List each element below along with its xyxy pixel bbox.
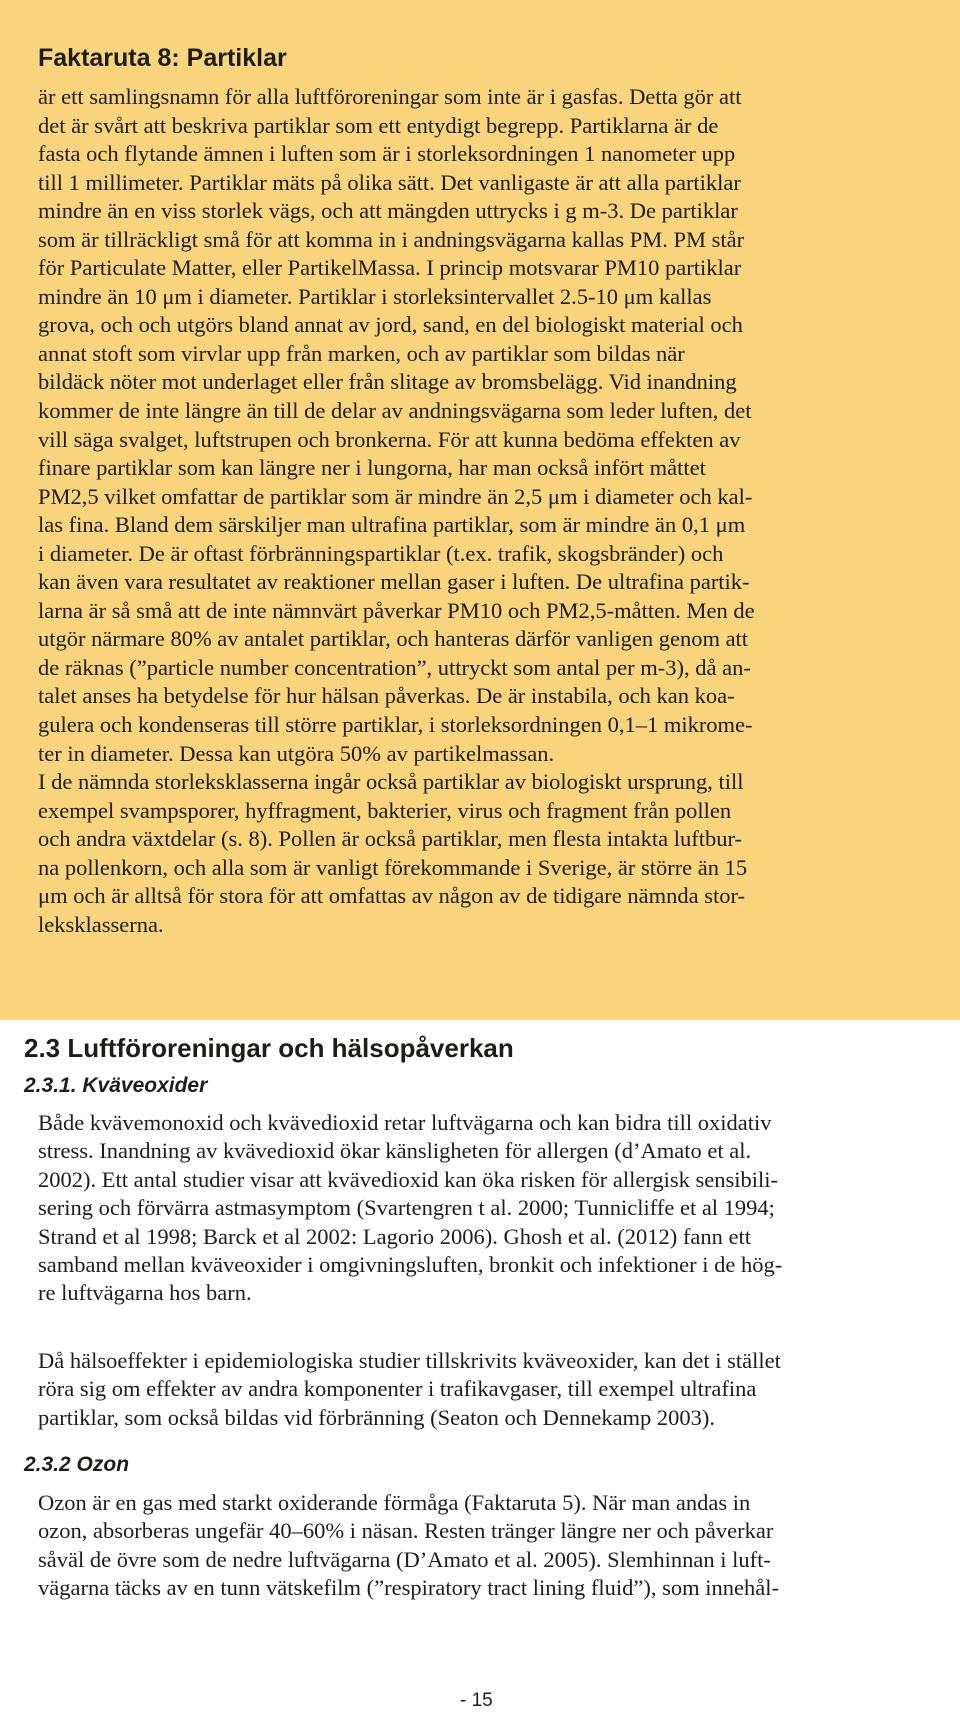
text-line: samband mellan kväveoxider i omgivningsluften, bronkit och infektioner i de hög- (38, 1252, 783, 1278)
text-line: vill säga svalget, luftstrupen och bronkerna. För att kunna bedöma effekten av (38, 426, 741, 452)
text-line: kommer de inte längre än till de delar av andningsvägarna som leder luften, det (38, 398, 752, 424)
text-line: annat stoft som virvlar upp från marken, och av partiklar som bildas när (38, 340, 685, 366)
text-line: mindre än en viss storlek vägs, och att mängden uttrycks i g m-3. De partiklar (38, 198, 738, 224)
text-line: i diameter. De är oftast förbränningspartiklar (t.ex. trafik, skogsbränder) och (38, 540, 724, 566)
subsection-title-ozon: 2.3.2 Ozon (24, 1453, 130, 1476)
text-line: μm och är alltså för stora för att omfattas av någon av de tidigare nämnda stor- (38, 883, 745, 909)
text-line: talet anses ha betydelse för hur hälsan påverkas. De är instabila, och kan koa- (38, 683, 735, 709)
text-line: grova, och och utgörs bland annat av jord, sand, en del biologiskt material och (38, 312, 743, 338)
page-number: - 15 (460, 1690, 493, 1711)
text-line: Både kvävemonoxid och kvävedioxid retar luftvägarna och kan bidra till oxidativ (38, 1110, 772, 1135)
text-line: stress. Inandning av kvävedioxid ökar känsligheten för allergen (d’Amato et al. (38, 1138, 752, 1164)
text-line: det är svårt att beskriva partiklar som ett entydigt begrepp. Partiklarna är de (38, 112, 719, 138)
text-line: mindre än 10 μm i diameter. Partiklar i storleksintervallet 2.5-10 μm kallas (38, 283, 712, 309)
text-line: re luftvägarna hos barn. (38, 1280, 252, 1306)
text-line: och andra växtdelar (s. 8). Pollen är också partiklar, men flesta intakta luftbur- (38, 826, 743, 852)
text-line: de räknas (”particle number concentration”, uttryckt som antal per m-3), då an- (38, 654, 751, 680)
text-line: som är tillräckligt små för att komma in i andningsvägarna kallas PM. PM står (38, 226, 745, 252)
factbox-title: Faktaruta 8: Partiklar (38, 44, 287, 72)
text-line: las fina. Bland dem särskiljer man ultrafina partiklar, som är mindre än 0,1 μm (38, 512, 746, 538)
text-line: vägarna täcks av en tunn vätskefilm (”respiratory tract lining fluid”), som innehål- (38, 1575, 779, 1601)
text-line: såväl de övre som de nedre luftvägarna (D’Amato et al. 2005). Slemhinnan i luft- (38, 1546, 771, 1572)
text-line: utgör närmare 80% av antalet partiklar, och hanteras därför vanligen genom att (38, 626, 749, 652)
factbox-body (38, 83, 922, 939)
text-line: röra sig om effekter av andra komponenter i trafikavgaser, till exempel ultrafina (38, 1376, 757, 1402)
text-line: är ett samlingsnamn för alla luftföroreningar som inte är i gasfas. Detta gör att (38, 84, 742, 109)
text-line: ter in diameter. Dessa kan utgöra 50% av partikelmassan. (38, 740, 555, 766)
text-line: I de nämnda storleksklasserna ingår också partiklar av biologiskt ursprung, till (38, 769, 744, 795)
text-line: för Particulate Matter, eller PartikelMassa. I princip motsvarar PM10 partiklar (38, 255, 742, 281)
text-line: 2002). Ett antal studier visar att kvävedioxid kan öka risken för allergisk sensibili- (38, 1166, 779, 1192)
text-line: bildäck nöter mot underlaget eller från slitage av bromsbelägg. Vid inandning (38, 369, 737, 395)
text-line: gulera och kondenseras till större partiklar, i storleksordningen 0,1–1 mikrome- (38, 712, 753, 738)
text-line: exempel svampsporer, hyffragment, bakterier, virus och fragment från pollen (38, 797, 732, 823)
text-line: leksklasserna. (38, 911, 164, 937)
text-line: Strand et al 1998; Barck et al 2002: Lagorio 2006). Ghosh et al. (2012) fann ett (38, 1223, 751, 1249)
text-line: ozon, absorberas ungefär 40–60% i näsan. Resten tränger längre ner och påverkar (38, 1518, 774, 1544)
paragraph-ozon-1 (38, 1489, 922, 1603)
text-line: PM2,5 vilket omfattar de partiklar som är mindre än 2,5 μm i diameter och kal- (38, 483, 753, 509)
text-line: na pollenkorn, och alla som är vanligt förekommande i Sverige, är större än 15 (38, 854, 748, 880)
text-line: Då hälsoeffekter i epidemiologiska studier tillskrivits kväveoxider, kan det i stället (38, 1348, 781, 1373)
text-line: fasta och flytande ämnen i luften som är i storleksordningen 1 nanometer upp (38, 141, 736, 167)
text-line: sering och förvärra astmasymptom (Svartengren t al. 2000; Tunnicliffe et al 1994; (38, 1195, 775, 1221)
text-line: kan även vara resultatet av reaktioner mellan gaser i luften. De ultrafina partik- (38, 569, 750, 595)
subsection-title-kvaveoxider: 2.3.1. Kväveoxider (24, 1074, 208, 1097)
paragraph-kvaveoxider-1 (38, 1109, 922, 1308)
paragraph-kvaveoxider-2 (38, 1347, 922, 1432)
text-line: Ozon är en gas med starkt oxiderande förmåga (Faktaruta 5). När man andas in (38, 1490, 751, 1515)
text-line: finare partiklar som kan längre ner i lungorna, har man också infört måttet (38, 455, 706, 481)
text-line: larna är så små att de inte nämnvärt påverkar PM10 och PM2,5-måtten. Men de (38, 597, 755, 623)
section-title: 2.3 Luftföroreningar och hälsopåverkan (24, 1033, 514, 1063)
text-line: till 1 millimeter. Partiklar mäts på olika sätt. Det vanligaste är att alla partiklar (38, 169, 741, 195)
text-line: partiklar, som också bildas vid förbränning (Seaton och Dennekamp 2003). (38, 1404, 716, 1430)
